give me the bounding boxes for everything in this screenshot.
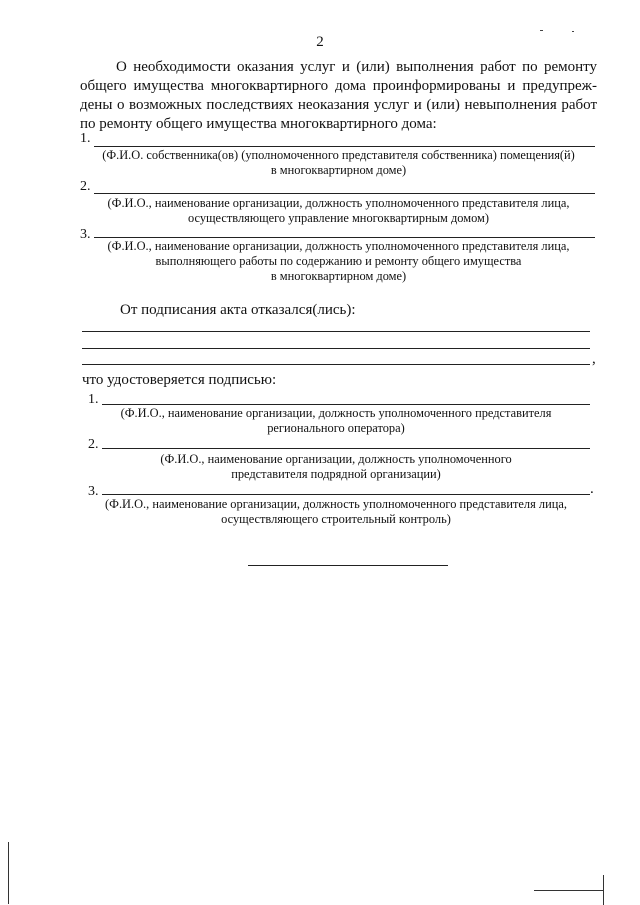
caption-line: (Ф.И.О. собственника(ов) (уполномоченного представителя собственника) помещения(й): [102, 148, 575, 162]
scan-speck: [572, 31, 574, 32]
caption-line: осуществляющего строительный контроль): [221, 512, 451, 526]
caption-line: (Ф.И.О., наименование организации, должность уполномоченного представителя: [120, 406, 552, 420]
certifier-1-caption: [82, 406, 590, 436]
certifier-1-number: 1.: [88, 392, 99, 407]
caption-line: регионального оператора): [267, 421, 405, 435]
closing-separator-line: [248, 565, 448, 566]
caption-line: в многоквартирном доме): [270, 163, 407, 177]
refusal-heading: От подписания акта отказался(лись):: [120, 302, 356, 318]
page-number: 2: [316, 34, 324, 50]
caption-line: (Ф.И.О., наименование организации, должность уполномоченного представителя лица,: [107, 196, 570, 210]
scan-edge-left: [8, 842, 9, 904]
informed-entry-3-number: 3.: [80, 227, 91, 242]
informed-entry-1-signature-line[interactable]: [94, 146, 595, 147]
caption-line: (Ф.И.О., наименование организации, должность уполномоченного: [160, 452, 512, 466]
informed-entry-2-number: 2.: [80, 179, 91, 194]
certifier-3-caption: [82, 497, 590, 527]
scan-edge-bottom: [534, 890, 604, 891]
informed-entry-3-signature-line[interactable]: [94, 237, 595, 238]
certifier-3-number: 3.: [88, 484, 99, 499]
caption-line: выполняющего работы по содержанию и ремонту общего имущества: [155, 254, 522, 268]
caption-line: осуществляющего управление многоквартирным домом): [187, 211, 490, 225]
caption-line: (Ф.И.О., наименование организации, должность уполномоченного представителя лица,: [105, 497, 567, 511]
informed-entry-1-number: 1.: [80, 131, 91, 146]
scan-edge-corner: [603, 875, 604, 905]
certifier-1-signature-line[interactable]: [102, 404, 590, 405]
refusal-line-1[interactable]: [82, 331, 590, 332]
certifier-3-signature-line[interactable]: [102, 494, 590, 495]
scan-speck: [540, 30, 543, 31]
refusal-line-2[interactable]: [82, 348, 590, 349]
certifier-3-trailing-mark: .: [590, 481, 594, 497]
caption-line: представителя подрядной организации): [231, 467, 441, 481]
informed-entry-2-caption: [80, 196, 597, 226]
refusal-comma: ,: [592, 351, 596, 367]
refusal-line-3[interactable]: [82, 364, 590, 365]
caption-line: (Ф.И.О., наименование организации, должность уполномоченного представителя лица,: [107, 239, 570, 253]
informed-entry-2-signature-line[interactable]: [94, 193, 595, 194]
intro-paragraph-text: О необходимости оказания услуг и (или) выполнения работ по ремонту общего имущества многоквартирного дома проинформированы и предупреж-дены о возможных последствиях неоказания услуг и (или) невыполнения работ по ремонту общего имущества многоквартирного дома:: [80, 59, 597, 132]
informed-entry-3-caption: [80, 239, 597, 284]
certified-heading: что удостоверяется подписью:: [82, 372, 277, 388]
certifier-2-caption: [82, 452, 590, 482]
caption-line: в многоквартирном доме): [270, 269, 407, 283]
intro-paragraph: [80, 58, 597, 134]
informed-entry-1-caption: [80, 148, 597, 178]
certifier-2-number: 2.: [88, 437, 99, 452]
certifier-2-signature-line[interactable]: [102, 448, 590, 449]
